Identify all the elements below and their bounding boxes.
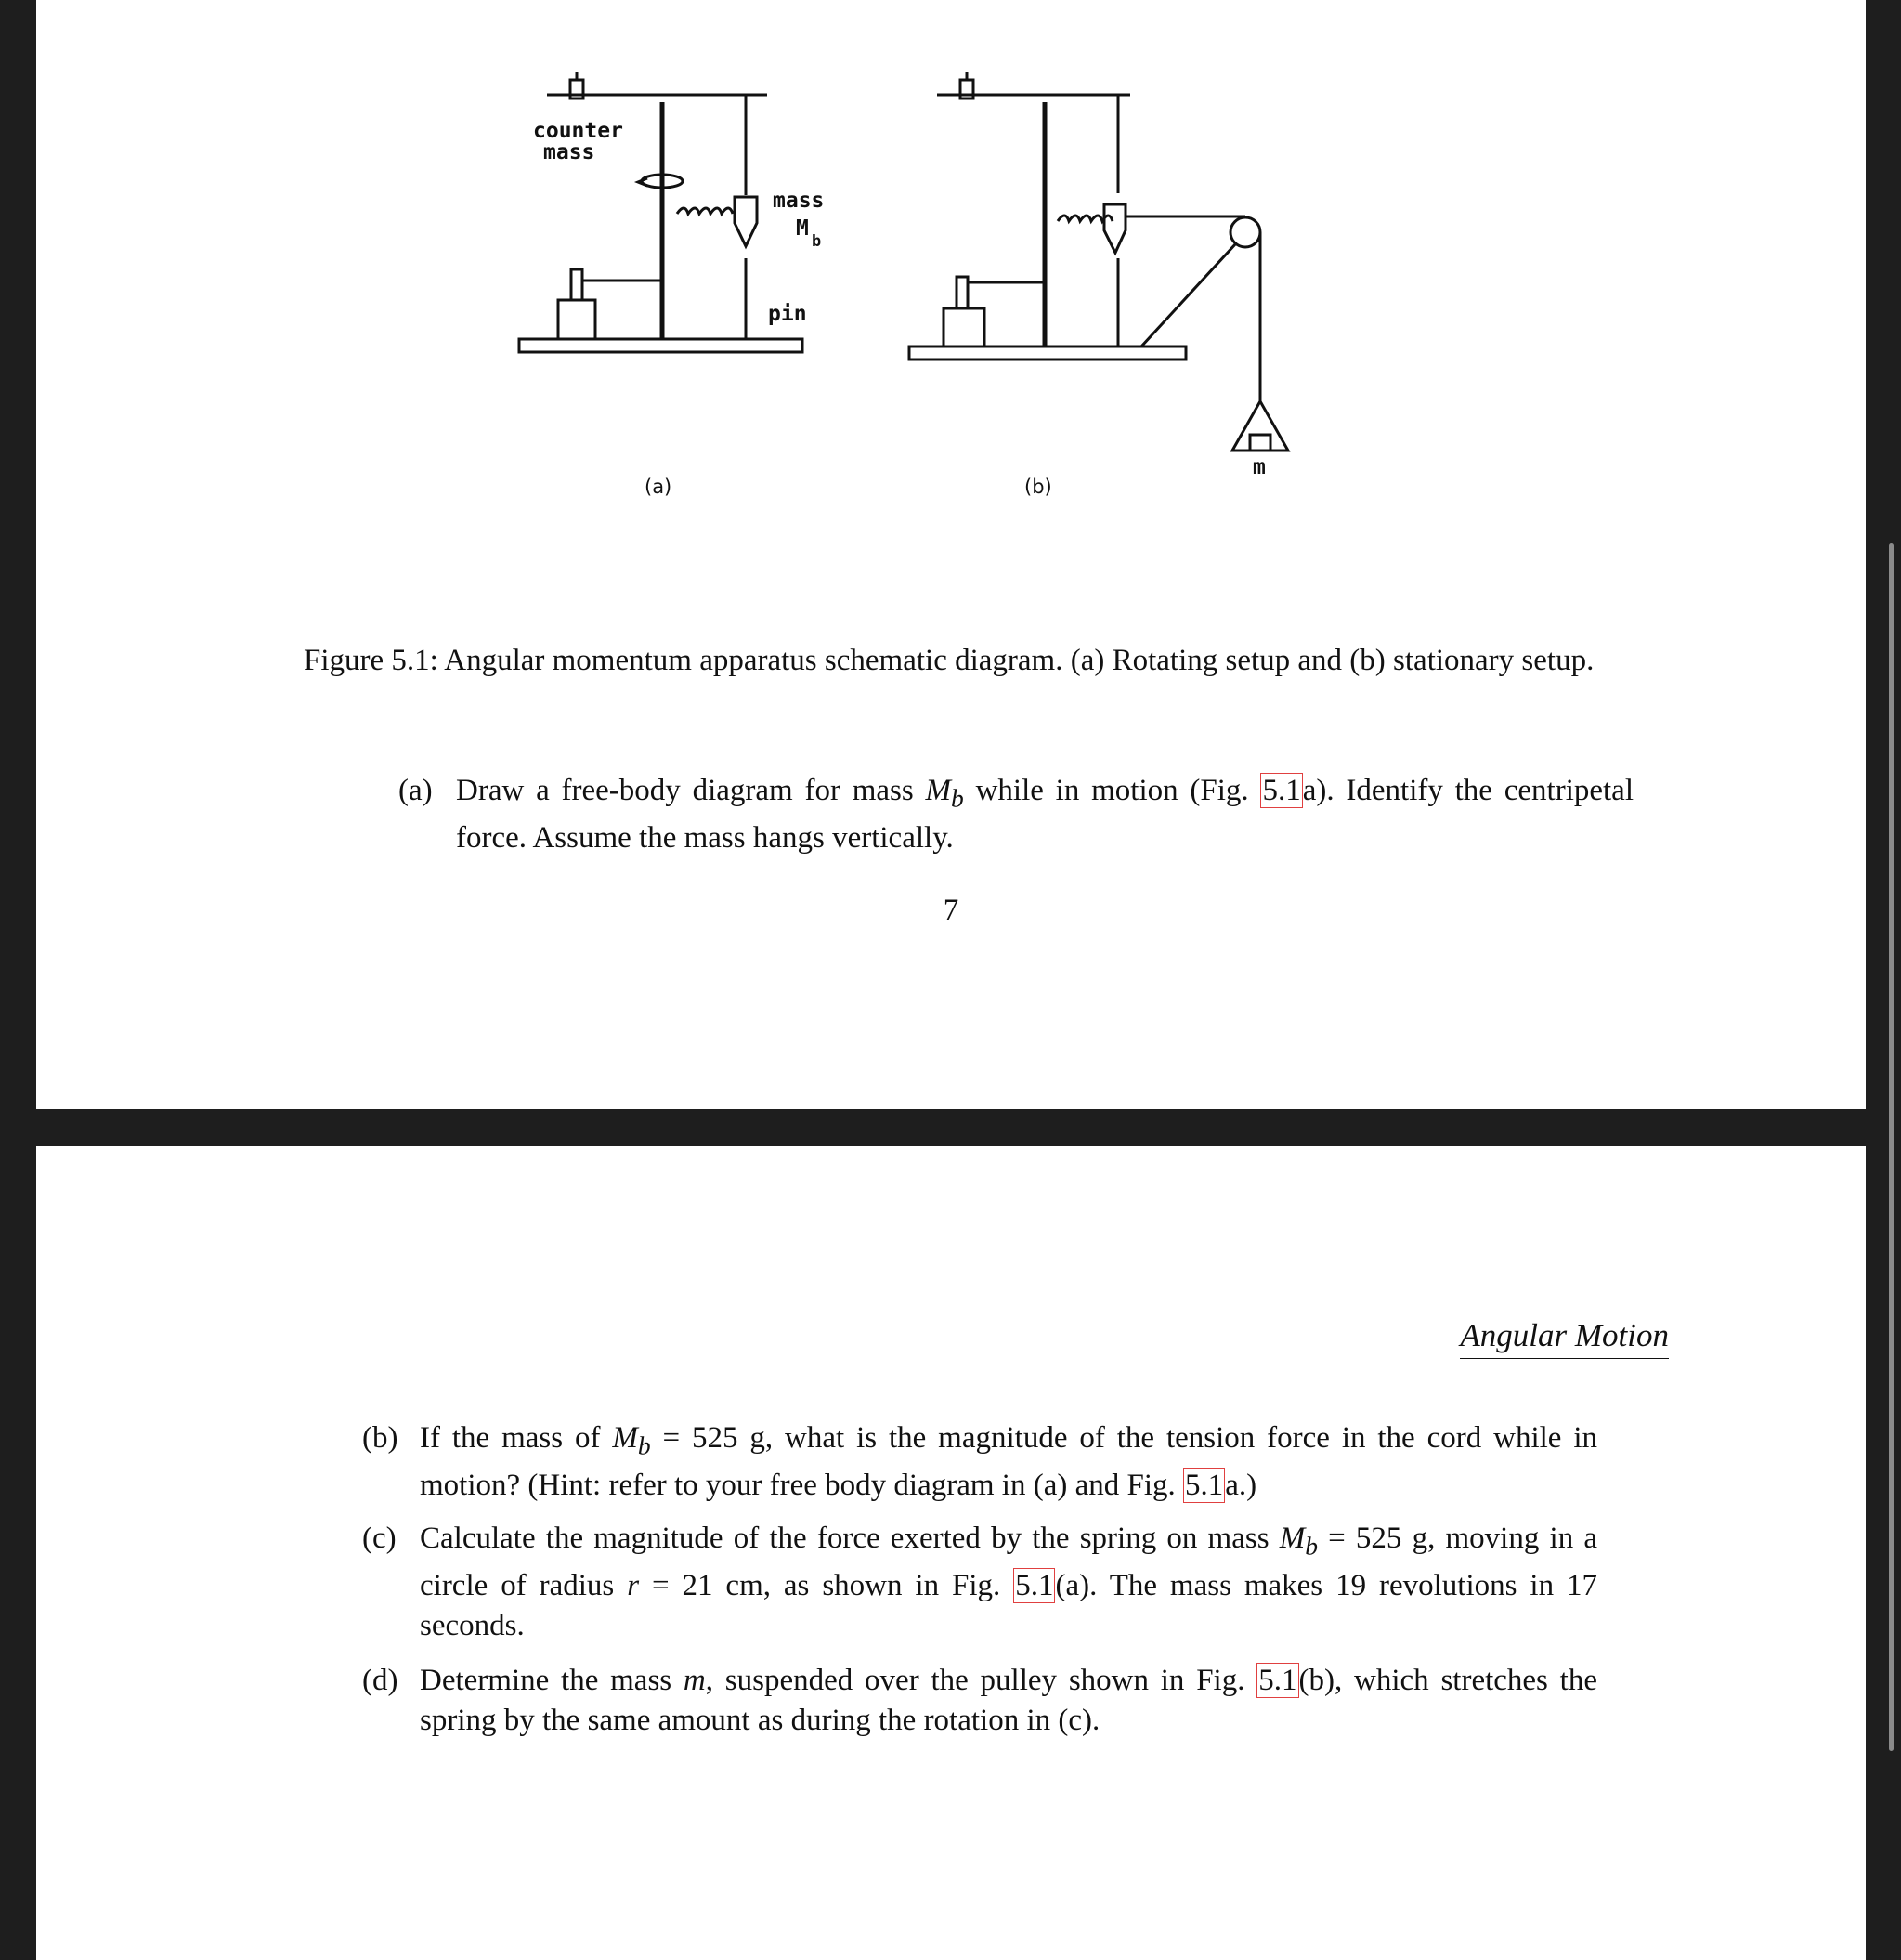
handwritten-labels — [533, 119, 1266, 479]
question-d-label: (d) — [362, 1664, 398, 1697]
apparatus-figure — [482, 56, 1318, 502]
label-mass: mass — [773, 189, 825, 213]
apparatus-b — [909, 72, 1288, 451]
apparatus-a — [519, 72, 802, 352]
figure-ref-link[interactable]: 5.1 — [1015, 1568, 1054, 1602]
page-1 — [36, 0, 1866, 1109]
figure-ref-link[interactable]: 5.1 — [1262, 774, 1301, 807]
question-b-text: If the mass of $M_b = 525$ g, what is the magnitude of the tension force in the cord while in motion? (Hint: refer to your free body diagram in (a) and Fig. 5.1a.) — [420, 1421, 1597, 1502]
page-number: 7 — [943, 894, 959, 927]
question-d — [362, 1661, 1597, 1741]
running-head: Angular Motion — [1460, 1317, 1669, 1359]
scrollbar[interactable] — [1889, 543, 1894, 1751]
label-mb-sub: b — [812, 232, 822, 251]
question-c-text: Calculate the magnitude of the force exerted by the spring on mass $M_b = 525$ g, moving in a circle of radius r = 21 cm, as shown in Fig. 5.1(a). The mass makes 19 revolutions in 17 seconds. — [420, 1522, 1598, 1642]
figure-ref-link[interactable]: 5.1 — [1258, 1664, 1297, 1697]
panel-a-label: (a) — [645, 476, 672, 498]
panel-b-label: (b) — [1024, 476, 1052, 498]
question-b-label: (b) — [362, 1421, 398, 1455]
figure-caption: Figure 5.1: Angular momentum apparatus schematic diagram. (a) Rotating setup and (b) stationary setup. — [304, 644, 1595, 677]
question-b — [362, 1418, 1597, 1506]
label-m: m — [1253, 455, 1266, 479]
label-mass-word: mass — [543, 140, 595, 164]
label-counter: counter — [533, 119, 623, 143]
question-a — [398, 771, 1634, 858]
label-mb: M — [796, 216, 809, 241]
question-a-label: (a) — [398, 774, 433, 807]
figure-ref-link[interactable]: 5.1 — [1185, 1468, 1224, 1502]
question-c — [362, 1519, 1597, 1646]
question-a-text: Draw a free-body diagram for mass $M_b$ while in motion (Fig. 5.1a). Identify the centripetal force. Assume the mass hangs vertically. — [456, 774, 1634, 855]
question-d-text: Determine the mass m, suspended over the pulley shown in Fig. 5.1(b), which stretches the spring by the same amount as during the rotation in (c). — [420, 1664, 1597, 1737]
question-c-label: (c) — [362, 1522, 397, 1555]
label-pin: pin — [768, 302, 807, 326]
